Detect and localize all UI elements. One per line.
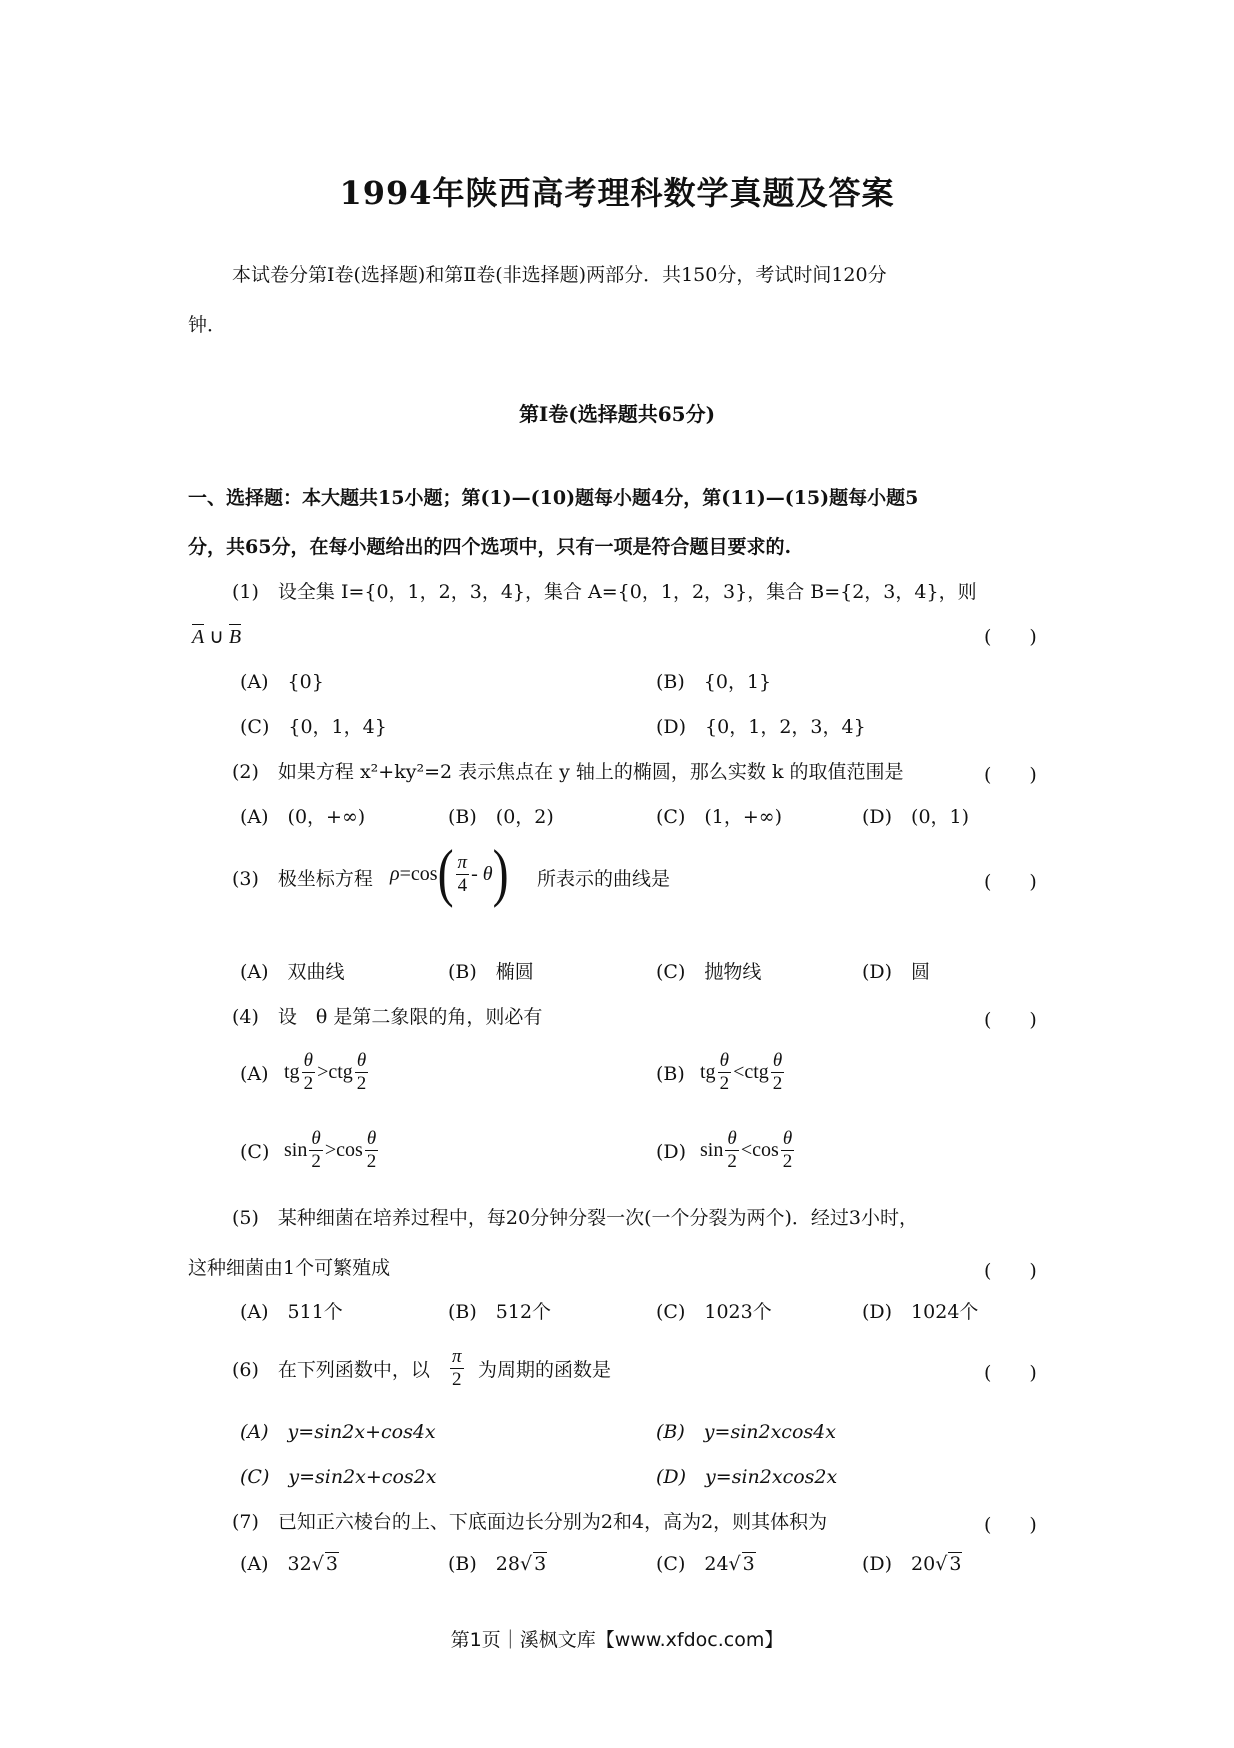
- question-7-stem: (7) 已知正六棱台的上、下底面边长分别为2和4，高为2，则其体积为: [232, 1511, 828, 1533]
- q1-option-a: (A) {0}: [240, 671, 324, 693]
- q5-option-c: (C) 1023个: [656, 1301, 772, 1323]
- answer-blank-1: ( ): [984, 626, 1037, 648]
- answer-blank-6: ( ): [984, 1362, 1037, 1384]
- q4-option-b-label: (B): [656, 1063, 685, 1085]
- q7-option-a: (A) 32√ 3: [240, 1553, 338, 1575]
- q4-option-d-label: (D): [656, 1141, 687, 1163]
- answer-blank-3: ( ): [984, 871, 1037, 893]
- intro-text-cont: 钟．: [188, 314, 227, 336]
- question-3-formula: ρ =cos ( $\frac{\pi}{4}$ - θ ): [390, 837, 509, 910]
- answer-blank-5: ( ): [984, 1260, 1037, 1282]
- q5-option-d: (D) 1024个: [862, 1301, 979, 1323]
- q2-option-a: (A) (0，+∞): [240, 806, 366, 828]
- q1-option-b: (B) {0，1}: [656, 671, 772, 693]
- question-6-fraction: $\frac{\pi}{2}$: [452, 1346, 462, 1390]
- q6-option-d: (D) y=sin2xcos2x: [656, 1466, 838, 1488]
- q4-option-c: sin $\frac{\theta}{2}$ > cos $\frac{\theta}{2}$: [284, 1128, 377, 1172]
- q4-option-d: sin $\frac{\theta}{2}$ < cos $\frac{\theta}{2}$: [700, 1128, 793, 1172]
- q5-option-b: (B) 512个: [448, 1301, 552, 1323]
- question-3-stem: (3) 极坐标方程: [232, 868, 373, 890]
- q4-option-a: tg $\frac{\theta}{2}$ > ctg $\frac{\theta}{2}$: [284, 1050, 367, 1094]
- question-6-stem: (6) 在下列函数中，以: [232, 1359, 430, 1381]
- instructions-cont: 分，共65分，在每小题给出的四个选项中，只有一项是符合题目要求的.: [188, 536, 792, 558]
- q5-option-a: (A) 511个: [240, 1301, 343, 1323]
- question-5-stem-cont: 这种细菌由1个可繁殖成: [188, 1257, 391, 1279]
- q3-option-b: (B) 椭圆: [448, 961, 534, 983]
- q4-option-b: tg $\frac{\theta}{2}$ < ctg $\frac{\theta}{2}$: [700, 1050, 783, 1094]
- instructions: 一、选择题：本大题共15小题；第(1)—(10)题每小题4分，第(11)—(15)题每小题5: [188, 487, 919, 509]
- q6-option-a: (A) y=sin2x+cos4x: [240, 1421, 436, 1443]
- q4-option-c-label: (C): [240, 1141, 270, 1163]
- document-title: 1994年陕西高考理科数学真题及答案: [339, 174, 895, 212]
- question-1-expression: A ∪ B: [192, 626, 242, 648]
- answer-blank-4: ( ): [984, 1009, 1037, 1031]
- q3-option-c: (C) 抛物线: [656, 961, 762, 983]
- question-3-stem-post: 所表示的曲线是: [537, 868, 671, 890]
- question-4-stem: (4) 设 θ 是第二象限的角，则必有: [232, 1006, 543, 1028]
- q7-option-c: (C) 24√ 3: [656, 1553, 755, 1575]
- question-1-stem: (1) 设全集 I={0，1，2，3，4}，集合 A={0，1，2，3}，集合 B={2，3，4}，则: [232, 581, 977, 603]
- q2-option-c: (C) (1，+∞): [656, 806, 783, 828]
- q1-option-d: (D) {0，1，2，3，4}: [656, 716, 866, 738]
- q4-option-a-label: (A): [240, 1063, 269, 1085]
- q6-option-c: (C) y=sin2x+cos2x: [240, 1466, 437, 1488]
- q3-option-d: (D) 圆: [862, 961, 931, 983]
- question-2-stem: (2) 如果方程 x²+ky²=2 表示焦点在 y 轴上的椭圆，那么实数 k 的取值范围是: [232, 761, 904, 783]
- q1-option-c: (C) {0，1，4}: [240, 716, 387, 738]
- answer-blank-7: ( ): [984, 1514, 1037, 1536]
- q2-option-b: (B) (0，2): [448, 806, 554, 828]
- q7-option-b: (B) 28√ 3: [448, 1553, 547, 1575]
- q2-option-d: (D) (0，1): [862, 806, 970, 828]
- question-5-stem: (5) 某种细菌在培养过程中，每20分钟分裂一次(一个分裂为两个)．经过3小时，: [232, 1207, 919, 1229]
- question-6-stem-post: 为周期的函数是: [478, 1359, 612, 1381]
- answer-blank-2: ( ): [984, 764, 1037, 786]
- page-footer: 第1页｜溪枫文库【www.xfdoc.com】: [450, 1629, 784, 1651]
- section-title: 第Ⅰ卷(选择题共65分): [518, 402, 716, 426]
- q6-option-b: (B) y=sin2xcos4x: [656, 1421, 836, 1443]
- intro-text: 本试卷分第Ⅰ卷(选择题)和第Ⅱ卷(非选择题)两部分．共150分，考试时间120分: [232, 264, 887, 286]
- q3-option-a: (A) 双曲线: [240, 961, 345, 983]
- q7-option-d: (D) 20√ 3: [862, 1553, 962, 1575]
